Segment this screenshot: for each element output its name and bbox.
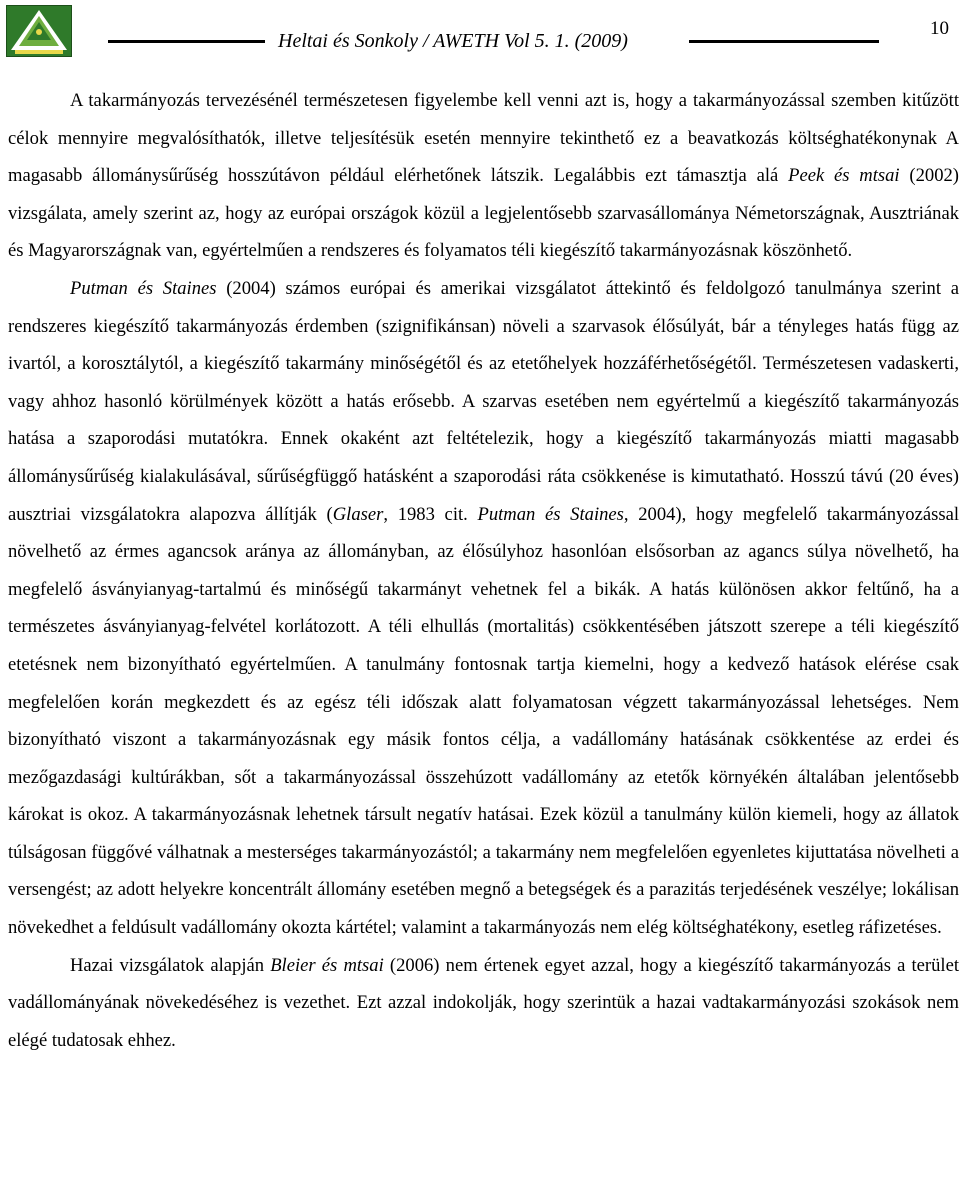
body-paragraph [8, 270, 959, 947]
paragraph-text: Hazai vizsgálatok alapján [70, 954, 271, 976]
header-rule-left [108, 40, 265, 43]
paragraph-text: A takarmányozás tervezésénél természetesen figyelembe kell venni azt is, hogy a takarmányozással szemben kitűzött célok mennyire megvalósíthatók, illetve teljesítésük esetén mennyire tekinthető ez a beavatkozás költséghatékonynak A magasabb állománysűrűség hosszútávon például elérhetőnek látszik. Legalábbis ezt támasztja alá [8, 90, 959, 187]
article-body [8, 82, 959, 1059]
paragraph-text: , 2004), hogy megfelelő takarmányozással növelhető az érmes agancsok aránya az állományban, az élősúlyhoz hasonlóan elsősorban az agancs súlya növelhető, ha megfelelő ásványianyag-tartalmú és minőségű takarmányt vehetnek fel a bikák. A hatás különösen akkor feltűnő, ha a természetes ásványianyag-felvétel korlátozott. A téli elhullás (mortalitás) csökkentésében játszott szerepe a téli kiegészítő etetésnek nem bizonyítható egyértelműen. A tanulmány fontosnak tartja kiemelni, hogy a kedvező hatások elérése csak megfelelően korán megkezdett és az egész téli időszak alatt folyamatosan végzett takarmányozással lehetséges. Nem bizonyítható viszont a takarmányozásnak egy másik fontos célja, a vadállomány hatásának csökkentése az erdei és mezőgazdasági kultúrákban, sőt a takarmányozással összehúzott vadállomány az etetők környékén általában jelentősebb károkat is okoz. A takarmányozásnak lehetnek társult negatív hatásai. Ezek közül a tanulmány külön kiemeli, hogy az állatok túlságosan függővé válhatnak a mesterséges takarmányozástól; a takarmány nem megfelelően egyenletes kijuttatása növelheti a versengést; az adott helyekre koncentrált állomány esetében megnő a betegségek és a parazitás terjedésének veszélye; lokálisan növekedhet a feldúsult vadállomány okozta kártétel; valamint a takarmányozás nem elég költséghatékony, esetleg ráfizetéses. [8, 503, 960, 939]
page-number: 10 [930, 18, 949, 39]
body-paragraph [8, 947, 959, 1060]
paragraph-text: (2004) számos európai és amerikai vizsgálatot áttekintő és feldolgozó tanulmánya szerint a rendszeres kiegészítő takarmányozás érdemben (szignifikánsan) növeli a szarvasok élősúlyát, bár a tényleges hatás függ az ivartól, a korosztálytól, a kiegészítő takarmány minőségétől és az etetőhelyek hozzáférhetőségétől. Természetesen vadaskerti, vagy ahhoz hasonló körülmények között a hatás erősebb. A szarvas esetében nem egyértelmű a kiegészítő takarmányozás hatása a szaporodási mutatókra. Ennek okaként azt feltételezik, hogy a kiegészítő takarmányozás miatti magasabb állománysűrűség kialakulásával, sűrűségfüggő hatásként a szaporodási ráta csökkenése is kimutatható. Hosszú távú (20 éves) ausztriai vizsgálatokra alapozva állítják ( [8, 277, 959, 525]
citation-author: Glaser [332, 503, 384, 525]
citation-author: Putman és Staines [70, 277, 217, 299]
page-header [0, 0, 960, 62]
citation-author: Peek és mtsai [788, 165, 900, 187]
citation-author: Bleier és mtsai [270, 954, 384, 976]
citation-author: Putman és Staines [477, 503, 624, 525]
paragraph-text: , 1983 cit. [383, 503, 478, 525]
paragraph-text: (2002) vizsgálata, amely szerint az, hogy az európai országok közül a legjelentősebb szarvasállománya Németországnak, Ausztriának és Magyarországnak van, egyértelműen a rendszeres és folyamatos téli kiegészítő takarmányozásnak köszönhető. [8, 165, 959, 262]
paragraph-text: (2006) nem értenek egyet azzal, hogy a kiegészítő takarmányozás a terület vadállományának növekedéséhez is vezethet. Ezt azzal indokolják, hogy szerintük a hazai vadtakarmányozási szokások nem elégé tudatosak ehhez. [8, 954, 959, 1051]
header-rule-right [689, 40, 879, 43]
body-paragraph [8, 82, 959, 270]
running-header-title: Heltai és Sonkoly / AWETH Vol 5. 1. (2009) [278, 30, 628, 52]
journal-logo-icon [6, 5, 72, 57]
